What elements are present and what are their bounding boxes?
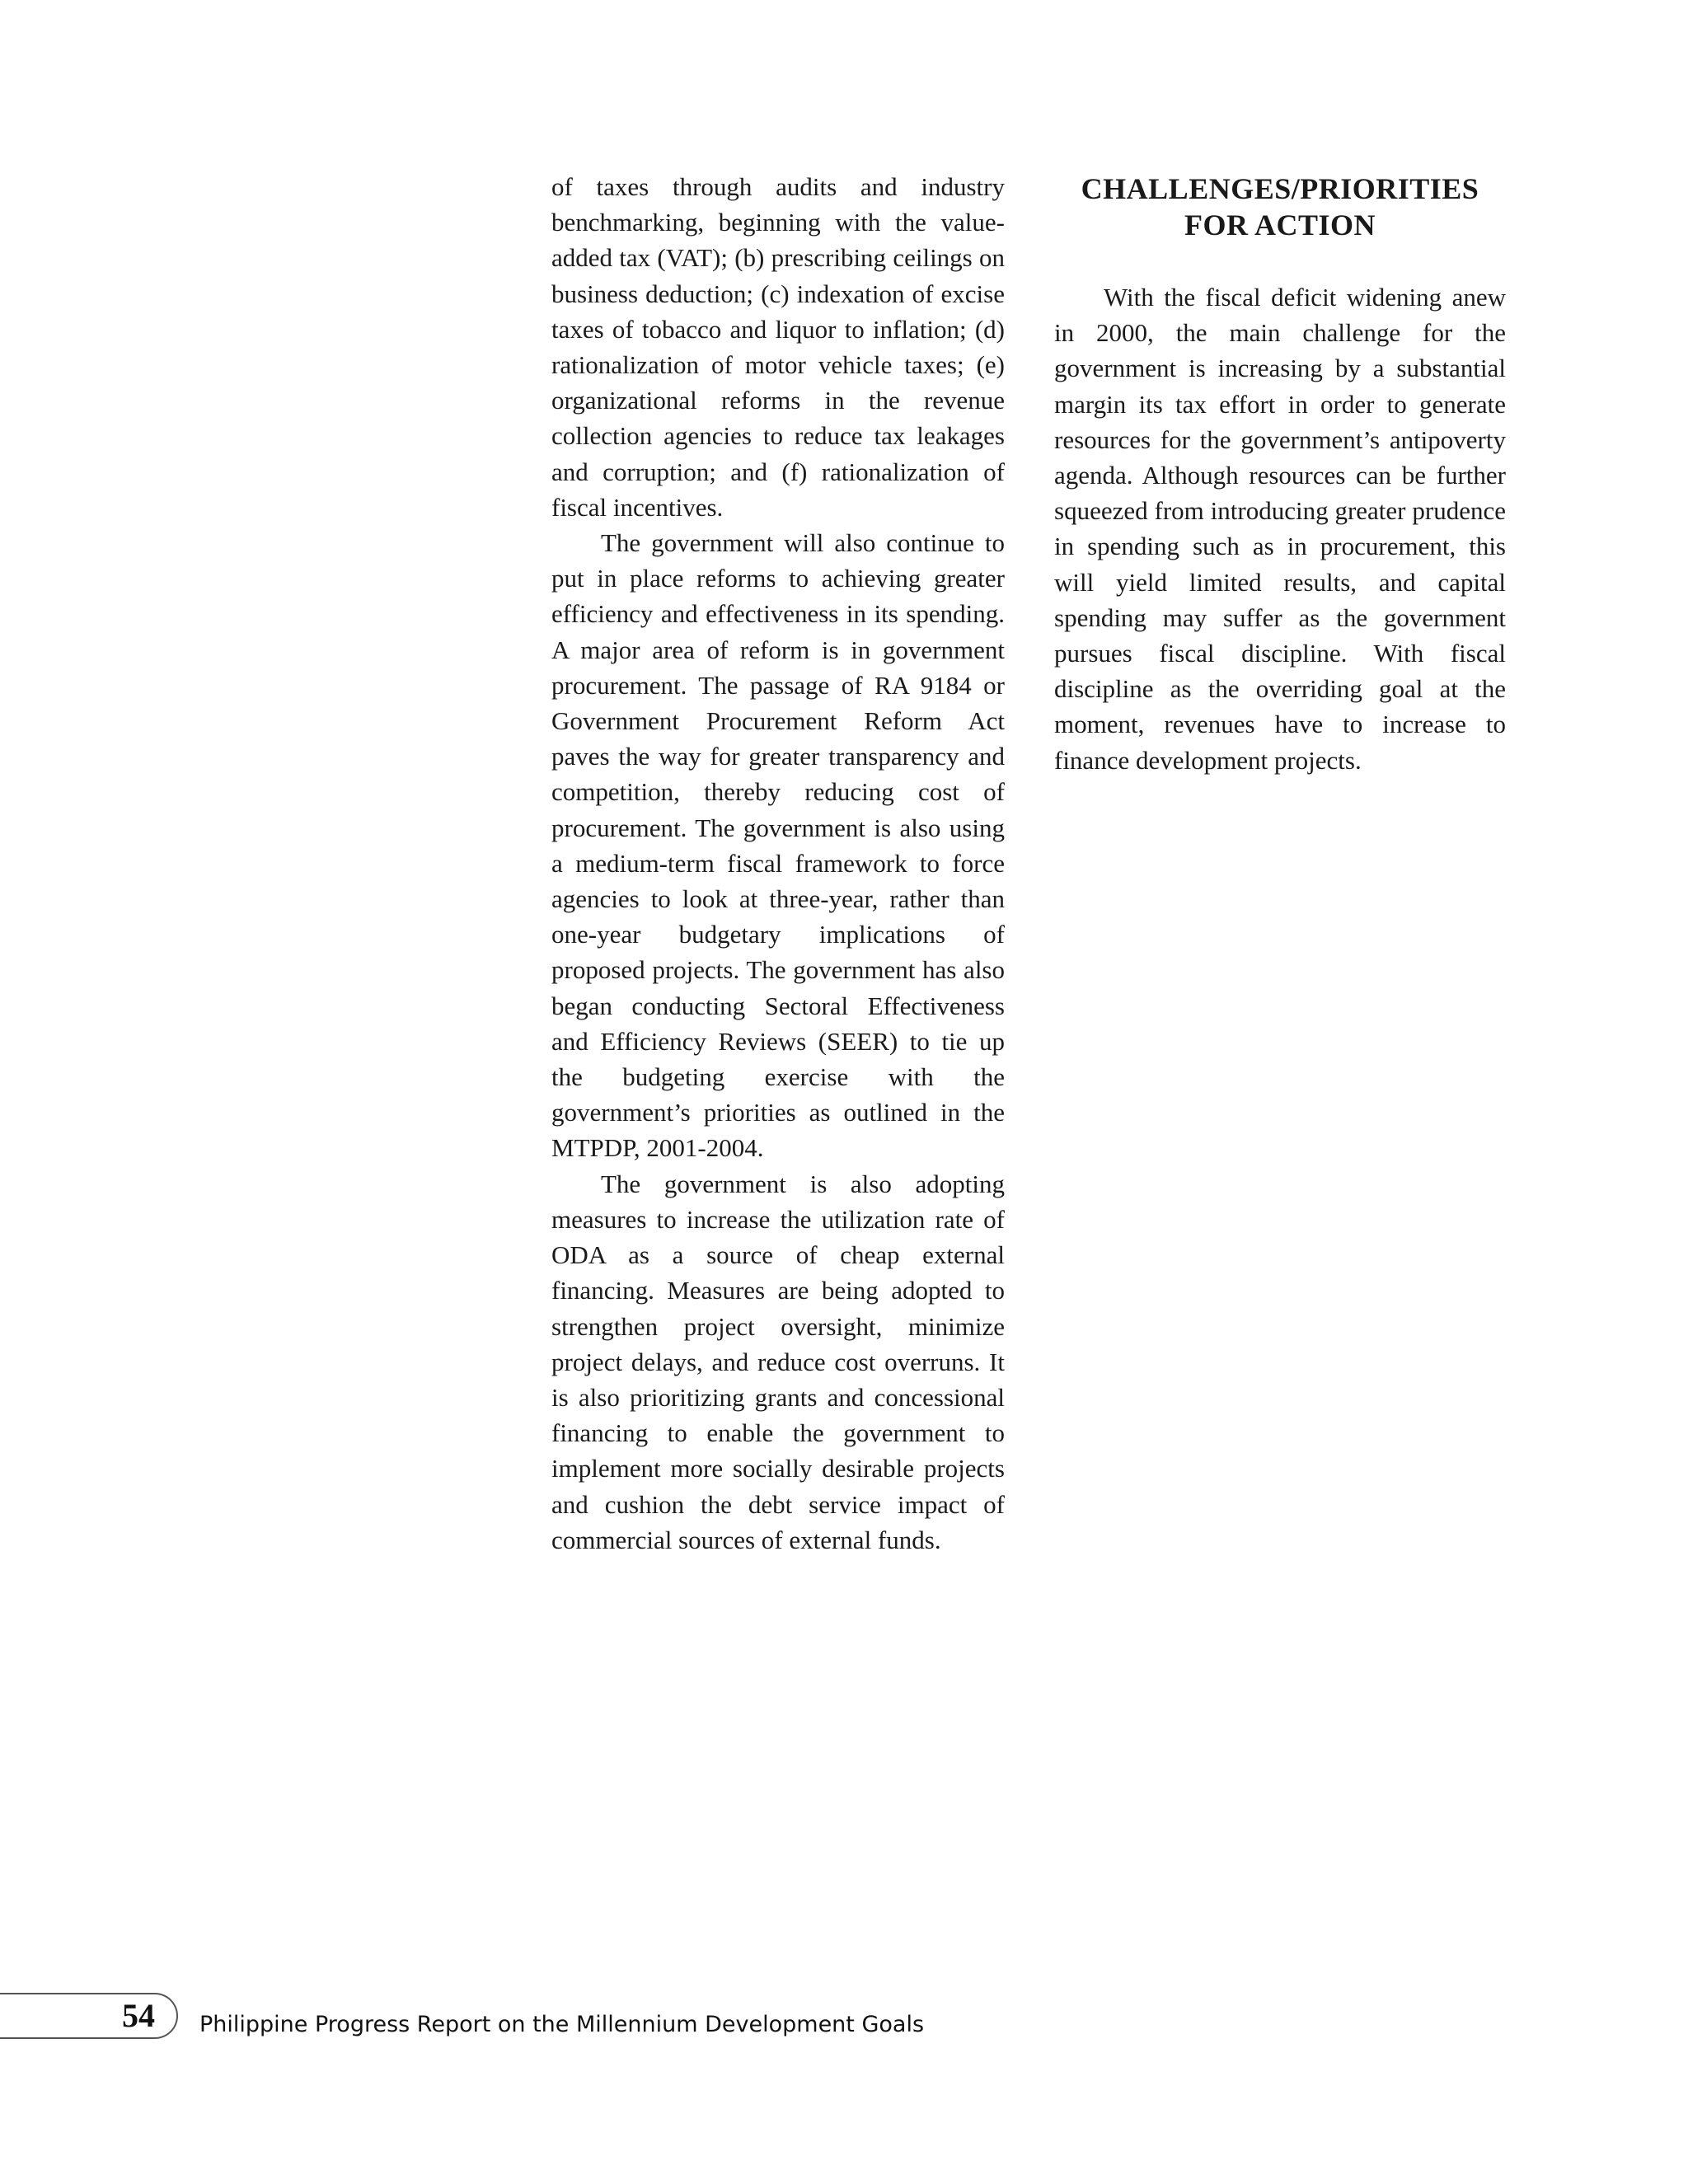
paragraph-spending-reforms: The government will also continue to put in place reforms to achieving greater efficiency and effectiveness in its spending. A major area of reform is in government procurement. The passage of RA 9184 or Government Procurement Reform Act paves the way for greater transparency and competition, thereby reducing cost of procurement. The government is also using a medium-term fiscal framework to force agencies to look at three-year, rather than one-year budgetary implications of proposed projects. The government has also began conducting Sectoral Effectiveness and Efficiency Reviews (SEER) to tie up the budgeting exercise with the government’s priorities as outlined in the MTPDP, 2001-2004. xyxy=(551,528,1005,1163)
paragraph-challenges: With the fiscal deficit widening anew in 2000, the main challenge for the government is increasing by a substantial margin its tax effort in order to generate resources for the government’s antipoverty agenda. Although resources can be further squeezed from introducing greater prudence in spending such as in procurement, this will yield limited results, and capital spending may suffer as the government pursues fiscal discipline. With fiscal discipline as the overriding goal at the moment, revenues have to increase to finance development projects. xyxy=(1054,283,1506,775)
section-heading-line2: FOR ACTION xyxy=(1184,209,1376,241)
left-text-column xyxy=(551,169,1005,1558)
paragraph-oda-utilization: The government is also adopting measures to increase the utilization rate of ODA as a source of cheap external financing. Measures are being adopted to strengthen project oversight, minimize project delays, and reduce cost overruns. It is also prioritizing grants and concessional financing to enable the government to implement more socially desirable projects and cushion the debt service impact of commercial sources of external funds. xyxy=(551,1169,1005,1554)
section-heading xyxy=(1054,171,1506,243)
page-number: 54 xyxy=(122,1997,155,2034)
page-footer xyxy=(0,1993,1688,2050)
section-heading-line1: CHALLENGES/PRIORITIES xyxy=(1081,172,1479,205)
paragraph-tax-reforms: of taxes through audits and industry benchmarking, beginning with the value-added tax (VAT); (b) prescribing ceilings on business deduction; (c) indexation of excise taxes of tobacco and liquor to inflation; (d) rationalization of motor vehicle taxes; (e) organizational reforms in the revenue collection agencies to reduce tax leakages and corruption; and (f) rationalization of fiscal incentives. xyxy=(551,172,1005,522)
right-text-column xyxy=(1054,169,1506,778)
running-title: Philippine Progress Report on the Millennium Development Goals xyxy=(199,2012,925,2037)
